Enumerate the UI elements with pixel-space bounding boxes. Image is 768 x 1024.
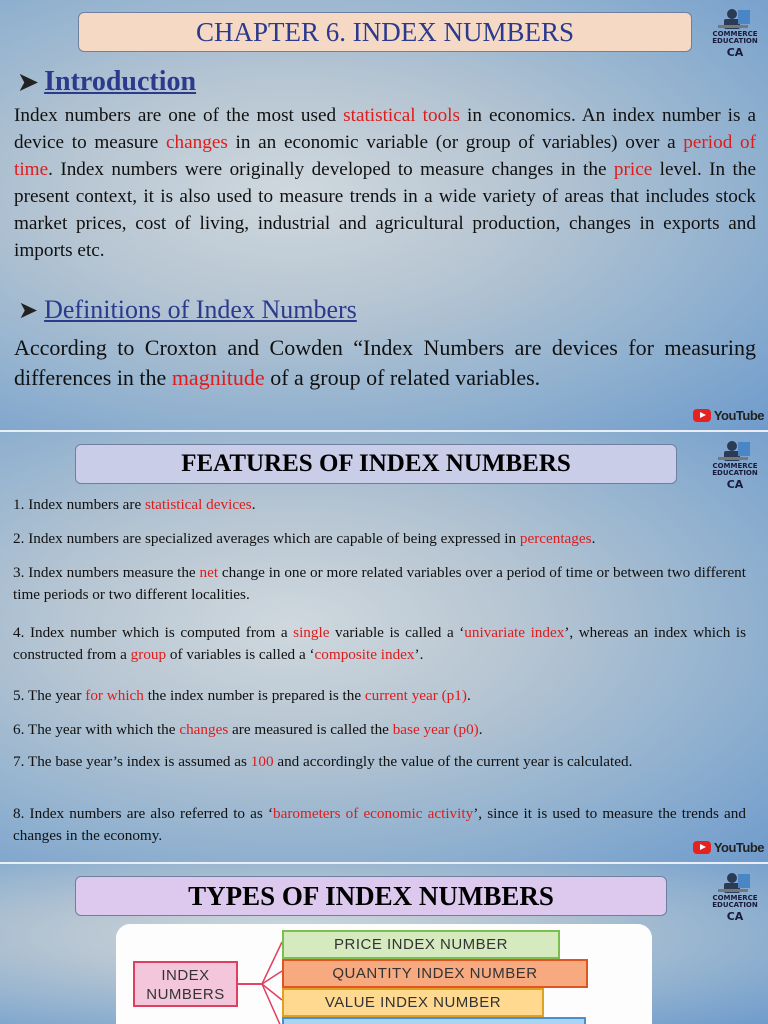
root-label-line2: NUMBERS: [146, 986, 225, 1003]
types-diagram: [116, 924, 652, 1024]
youtube-badge: [693, 406, 764, 424]
definition-text: of a group of related variables.: [264, 365, 541, 390]
definition-text: According to Croxton and Cowden “Index Numbers are devices for measuring differences in the: [14, 335, 756, 390]
youtube-play-icon: [693, 841, 711, 854]
feature-item-8: 8. Index numbers are also referred to as ‘barometers of economic activity’, since it is used to measure the trends and changes in the economy.: [13, 805, 746, 844]
intro-highlight: period of time: [14, 132, 756, 180]
commerce-education-logo: [708, 436, 762, 492]
bullet-arrow-icon: ➤: [18, 69, 39, 96]
intro-text: in an economic variable (or group of variables) over a: [227, 132, 684, 153]
feature-item-2: 2. Index numbers are specialized averages which are capable of being expressed in percentages.: [13, 530, 596, 547]
youtube-badge: [693, 838, 764, 856]
feature-item-5: 5. The year for which the index number is prepared is the current year (p1).: [13, 687, 471, 704]
feature-item-4: 4. Index number which is computed from a single variable is called a ‘univariate index’, whereas an index which is constructed from a group of variables is called a ‘composite index’.: [13, 624, 746, 663]
commerce-education-logo: [708, 4, 762, 60]
definition-highlight: magnitude: [171, 365, 265, 390]
youtube-play-icon: [693, 409, 711, 422]
intro-text: in economics. An index number is a device to measure: [14, 105, 756, 153]
logo-line3: CA: [726, 910, 744, 923]
definitions-heading: [18, 295, 357, 325]
feature-item-6: 6. The year with which the changes are measured is called the base year (p0).: [13, 721, 483, 738]
intro-text: . Index numbers were originally developed to measure changes in the: [48, 159, 614, 180]
feature-item-7: 7. The base year’s index is assumed as 100 and accordingly the value of the current year is calculated.: [13, 753, 633, 770]
logo-line2: EDUCATION: [712, 469, 758, 477]
logo-line2: EDUCATION: [712, 37, 758, 45]
slide-features: [0, 432, 768, 862]
price-index-box: PRICE INDEX NUMBER: [282, 930, 560, 959]
intro-heading-text: Introduction: [44, 66, 197, 97]
logo-line3: CA: [726, 46, 744, 59]
definition-paragraph: [14, 333, 756, 393]
intro-highlight: changes: [166, 132, 228, 153]
intro-text: Index numbers are one of the most used: [14, 105, 344, 126]
slide-title: FEATURES OF INDEX NUMBERS: [75, 444, 677, 484]
commerce-education-logo: [708, 868, 762, 924]
index-numbers-root-box: [133, 961, 238, 1007]
intro-highlight: statistical tools: [343, 105, 460, 126]
youtube-label: YouTube: [713, 407, 764, 423]
intro-paragraph: [14, 102, 756, 264]
logo-line1: COMMERCE: [712, 30, 758, 38]
slide-title: TYPES OF INDEX NUMBERS: [75, 876, 667, 916]
logo-line1: COMMERCE: [712, 894, 758, 902]
quantity-index-box: QUANTITY INDEX NUMBER: [282, 959, 588, 988]
intro-text: level. In the present context, it is also used to measure trends in a wide variety of areas that includes stock market prices, cost of living, industrial and agricultural production, changes in exports and imports etc.: [14, 159, 756, 261]
intro-heading: [18, 66, 196, 98]
root-label-line1: INDEX: [161, 967, 210, 984]
slide-types: [0, 864, 768, 1024]
slide-title: CHAPTER 6. INDEX NUMBERS: [78, 12, 692, 52]
feature-item-1: 1. Index numbers are statistical devices.: [13, 496, 256, 513]
intro-highlight: price: [613, 159, 653, 180]
definitions-heading-text: Definitions of Index Numbers: [44, 295, 357, 324]
partially-visible-type-box: [282, 1017, 586, 1024]
logo-line1: COMMERCE: [712, 462, 758, 470]
slide-introduction: [0, 0, 768, 430]
value-index-box: VALUE INDEX NUMBER: [282, 988, 544, 1017]
feature-item-3: 3. Index numbers measure the net change in one or more related variables over a period of time or between two different time periods or two different localities.: [13, 564, 746, 603]
logo-line2: EDUCATION: [712, 901, 758, 909]
bullet-arrow-icon: ➤: [18, 297, 39, 324]
logo-line3: CA: [726, 478, 744, 491]
youtube-label: YouTube: [713, 839, 764, 855]
